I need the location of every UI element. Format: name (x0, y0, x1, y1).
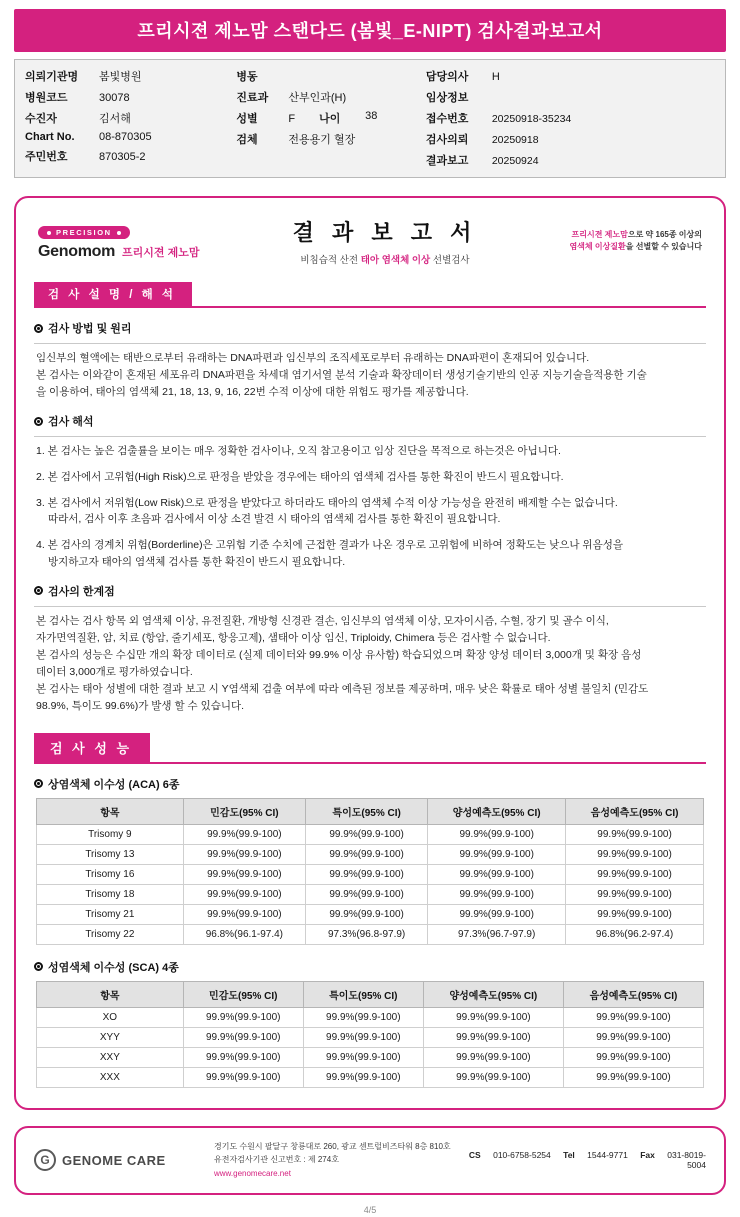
cell-item: Trisomy 22 (37, 924, 184, 944)
bullet-icon (34, 417, 43, 426)
patient-info-column-2 (236, 68, 425, 168)
cell-sensitivity: 99.9%(99.9-100) (183, 1007, 303, 1027)
cell-npv: 99.9%(99.9-100) (566, 884, 704, 904)
cell-item: Trisomy 13 (37, 844, 184, 864)
cell-item: Trisomy 21 (37, 904, 184, 924)
subtitle-highlight: 태아 염색체 이상 (360, 255, 431, 266)
page-title: 프리시젼 제노맘 스탠다드 (봄빛_E-NIPT) 검사결과보고서 (14, 9, 726, 52)
table-row (37, 1007, 704, 1027)
cell-ppv: 97.3%(96.7-97.9) (428, 924, 566, 944)
cell-sensitivity: 99.9%(99.9-100) (183, 904, 305, 924)
cs-value: 010-6758-5254 (493, 1150, 551, 1161)
cell-ppv: 99.9%(99.9-100) (423, 1007, 563, 1027)
field-value: 20250924 (491, 155, 539, 167)
item-line-2: 따라서, 검사 이후 초음파 검사에서 이상 소견 발견 시 태아의 염색체 검사를 통한 확진이 필요합니다. (48, 513, 501, 526)
fax-value: 031-8019-5004 (667, 1150, 706, 1171)
cell-sensitivity: 99.9%(99.9-100) (183, 844, 305, 864)
bullet-icon (34, 962, 43, 971)
limitation-line: 98.9%, 특이도 99.6%)가 발생 할 수 있습니다. (36, 699, 245, 712)
table-row (37, 864, 704, 884)
field-label: Chart No. (25, 131, 75, 143)
table-header-row (37, 981, 704, 1007)
field-label: 검사의뢰 (425, 134, 469, 146)
field-label: 담당의사 (425, 71, 469, 83)
field-value: F (288, 113, 296, 125)
subsection-label: 검사의 한계점 (48, 585, 115, 598)
field-label: 의뢰기관명 (25, 71, 79, 83)
info-row (25, 68, 236, 84)
item-line-1: 4. 본 검사의 경계치 위험(Borderline)은 고위험 기준 수치에 근접한 결과가 나온 경우로 고위험에 비하여 정확도는 낮으나 위음성을 (36, 539, 624, 552)
subsection-label: 성염색체 이수성 (SCA) 4종 (48, 961, 179, 974)
info-row (25, 148, 236, 164)
info-row (426, 152, 715, 168)
age-pair (295, 110, 377, 126)
limitation-line: 본 검사는 태아 성별에 대한 결과 보고 시 Y염색체 검출 여부에 따라 예측된 정보를 제공하며, 매우 낮은 확률로 태아 성별 불일치 (민감도 (36, 682, 649, 695)
field-label: 결과보고 (425, 155, 469, 167)
field-value: H (491, 71, 500, 83)
table-row (37, 884, 704, 904)
report-heading (248, 216, 522, 266)
column-header: 음성예측도(95% CI) (563, 981, 703, 1007)
field-label: 검체 (236, 134, 258, 146)
cell-item: Trisomy 9 (37, 824, 184, 844)
info-row (236, 131, 425, 147)
table-row (37, 844, 704, 864)
limitation-line: 자가면역질환, 암, 치료 (항암, 줄기세포, 항응고제), 샘태아 이상 임신, Triploidy, Chimera 등은 검사할 수 없습니다. (36, 631, 551, 644)
table-row (37, 924, 704, 944)
table-row (37, 1027, 704, 1047)
field-value: 산부인과(H) (288, 92, 347, 104)
cell-sensitivity: 99.9%(99.9-100) (183, 864, 305, 884)
cell-ppv: 99.9%(99.9-100) (428, 824, 566, 844)
cell-ppv: 99.9%(99.9-100) (428, 904, 566, 924)
cell-specificity: 99.9%(99.9-100) (303, 1067, 423, 1087)
performance-table-aca (36, 798, 704, 945)
column-header: 항목 (37, 981, 184, 1007)
cell-item: XYY (37, 1027, 184, 1047)
column-header: 민감도(95% CI) (183, 981, 303, 1007)
cell-ppv: 99.9%(99.9-100) (423, 1027, 563, 1047)
method-paragraph (36, 350, 704, 401)
limitation-line: 데이터 3,000개로 평가하였습니다. (36, 665, 193, 678)
precision-label: PRECISION (56, 228, 112, 237)
subsection-method-title (34, 320, 708, 336)
precision-badge (38, 226, 130, 239)
info-row (426, 68, 715, 84)
cell-ppv: 99.9%(99.9-100) (423, 1067, 563, 1087)
column-header: 민감도(95% CI) (183, 798, 305, 824)
info-row (25, 131, 236, 143)
cell-specificity: 99.9%(99.9-100) (306, 824, 428, 844)
subsection-label: 상염색체 이수성 (ACA) 6종 (48, 778, 180, 791)
info-row-sex-age (236, 110, 425, 126)
patient-info-box (14, 59, 726, 178)
info-row (426, 89, 715, 105)
report-card (14, 196, 726, 1110)
tagline-line-1 (522, 229, 702, 241)
cell-item: XO (37, 1007, 184, 1027)
cell-ppv: 99.9%(99.9-100) (428, 864, 566, 884)
subsection-label: 검사 방법 및 원리 (48, 323, 132, 335)
subsection-label: 검사 해석 (48, 416, 94, 428)
tagline-brand: 프리시젼 제노맘 (571, 230, 628, 239)
list-item (36, 469, 704, 486)
fax-label: Fax (640, 1150, 655, 1161)
cell-npv: 99.9%(99.9-100) (566, 864, 704, 884)
cell-npv: 99.9%(99.9-100) (563, 1007, 703, 1027)
company-logo (34, 1149, 214, 1171)
fax-contact (640, 1150, 706, 1170)
cell-npv: 99.9%(99.9-100) (563, 1047, 703, 1067)
cell-npv: 99.9%(99.9-100) (566, 904, 704, 924)
cs-contact (469, 1150, 553, 1160)
info-row (25, 110, 236, 126)
field-label: 주민번호 (25, 151, 68, 163)
cell-sensitivity: 99.9%(99.9-100) (183, 1027, 303, 1047)
field-value: 20250918-35234 (491, 113, 572, 125)
cell-sensitivity: 99.9%(99.9-100) (183, 824, 305, 844)
tagline-text-2: 을 선별할 수 있습니다 (625, 242, 702, 251)
field-value: 08-870305 (99, 131, 152, 143)
cell-item: XXY (37, 1047, 184, 1067)
brand-tagline (522, 229, 702, 253)
cell-item: Trisomy 18 (37, 884, 184, 904)
method-line-3: 을 이용하여, 태아의 염색체 21, 18, 13, 9, 16, 22번 수적 이상에 대한 위험도 평가를 제공합니다. (36, 386, 469, 398)
tel-label: Tel (563, 1150, 575, 1161)
section-title: 검 사 설 명 / 해 석 (34, 282, 192, 306)
field-label: 나이 (319, 113, 341, 125)
dot-icon (47, 231, 51, 235)
report-page (0, 9, 740, 1217)
column-header: 양성예측도(95% CI) (428, 798, 566, 824)
field-label: 진료과 (236, 92, 269, 104)
list-item (36, 443, 704, 460)
cell-item: Trisomy 16 (37, 864, 184, 884)
patient-info-column-3 (426, 68, 715, 168)
cell-sensitivity: 96.8%(96.1-97.4) (183, 924, 305, 944)
field-label: 성별 (236, 113, 258, 125)
bullet-icon (34, 779, 43, 788)
divider (34, 436, 706, 437)
field-value: 봄빛병원 (99, 71, 142, 83)
list-item (36, 537, 704, 571)
cell-npv: 99.9%(99.9-100) (563, 1027, 703, 1047)
cell-specificity: 99.9%(99.9-100) (306, 904, 428, 924)
column-header: 특이도(95% CI) (303, 981, 423, 1007)
info-row (236, 89, 425, 105)
bullet-icon (34, 324, 43, 333)
list-item (36, 495, 704, 529)
subtitle-post: 선별검사 (430, 255, 470, 266)
address-line-1: 경기도 수원시 팔달구 창룡대로 260, 광교 센트럴비즈타워 8층 810호 (214, 1141, 451, 1151)
field-value: 38 (365, 110, 378, 122)
interpretation-list (36, 443, 704, 571)
field-label: 임상정보 (425, 92, 469, 104)
brand-logo (38, 222, 248, 261)
limitation-line: 본 검사의 성능은 수십만 개의 확장 데이터로 (실제 데이터와 99.9% 이상 유사함) 학습되었으며 확장 양성 데이터 3,000개 및 확장 음성 (36, 648, 642, 661)
cell-npv: 99.9%(99.9-100) (566, 824, 704, 844)
cell-specificity: 99.9%(99.9-100) (303, 1027, 423, 1047)
cs-label: CS (468, 1150, 481, 1161)
table-header-row (37, 798, 704, 824)
cell-specificity: 99.9%(99.9-100) (306, 884, 428, 904)
dot-icon (117, 231, 121, 235)
table-aca-title (34, 776, 708, 792)
method-line-2: 본 검사는 이와같이 혼재된 세포유리 DNA파편을 차세대 염기서열 분석 기술과 확장데이터 생성기술기반의 인공 지능기술을적용한 기술 (36, 369, 647, 381)
column-header: 특이도(95% CI) (306, 798, 428, 824)
table-row (37, 904, 704, 924)
tagline-line-2 (522, 241, 702, 253)
section-performance-header (34, 733, 706, 764)
method-line-1: 임신부의 혈액에는 태반으로부터 유래하는 DNA파편과 임신부의 조직세포로부터 유래하는 DNA파편이 혼재되어 있습니다. (36, 352, 590, 364)
field-label: 접수번호 (425, 113, 469, 125)
genome-care-mark-icon: G (34, 1149, 56, 1171)
tel-value: 1544-9771 (587, 1150, 628, 1161)
cell-specificity: 99.9%(99.9-100) (303, 1007, 423, 1027)
cell-sensitivity: 99.9%(99.9-100) (183, 1047, 303, 1067)
info-row (25, 89, 236, 105)
brand-name-kr: 프리시젼 제노맘 (122, 246, 200, 259)
field-value: 전용용기 혈장 (288, 134, 356, 146)
report-subtitle (248, 252, 522, 266)
divider (34, 606, 706, 607)
bullet-icon (34, 586, 43, 595)
table-row (37, 1047, 704, 1067)
field-value: 30078 (99, 92, 130, 104)
address-line-2: 유전자검사기관 신고번호 : 제 274호 (214, 1155, 339, 1165)
performance-table-sca (36, 981, 704, 1088)
info-row (426, 110, 715, 126)
tagline-highlight: 염색체 이상질환 (569, 242, 626, 251)
item-line-1: 3. 본 검사에서 저위험(Low Risk)으로 판정을 받았다고 하더라도 태아의 염색체 수적 이상 가능성을 완전히 배제할 수는 없습니다. (36, 496, 618, 509)
website-link[interactable]: www.genomecare.net (214, 1168, 291, 1178)
divider (34, 343, 706, 344)
cell-ppv: 99.9%(99.9-100) (428, 844, 566, 864)
info-row (236, 68, 425, 84)
section-title: 검 사 성 능 (34, 733, 150, 762)
cell-specificity: 99.9%(99.9-100) (306, 844, 428, 864)
field-label: 병원코드 (25, 92, 68, 104)
column-header: 음성예측도(95% CI) (566, 798, 704, 824)
cell-sensitivity: 99.9%(99.9-100) (183, 1067, 303, 1087)
report-title: 결 과 보 고 서 (292, 220, 478, 245)
field-value: 20250918 (491, 134, 539, 146)
column-header: 항목 (37, 798, 184, 824)
table-row (37, 824, 704, 844)
cell-specificity: 99.9%(99.9-100) (306, 864, 428, 884)
item-line-2: 방지하고자 태아의 염색체 검사를 통한 확진이 반드시 필요합니다. (48, 555, 346, 568)
table-sca-title (34, 959, 708, 975)
brand-name-line (38, 243, 248, 261)
cell-item: XXX (37, 1067, 184, 1087)
item-line-1: 1. 본 검사는 높은 검출률을 보이는 매우 정확한 검사이나, 오직 참고용이고 임상 진단을 목적으로 하는것은 아닙니다. (36, 445, 561, 457)
tel-contact (563, 1150, 630, 1160)
cell-npv: 99.9%(99.9-100) (563, 1067, 703, 1087)
contact-info (456, 1150, 706, 1170)
field-label: 병동 (236, 71, 258, 83)
page-number: 4/5 (363, 1204, 377, 1215)
item-line-1: 2. 본 검사에서 고위험(High Risk)으로 판정을 받았을 경우에는 태아의 염색체 검사를 통한 확진이 반드시 필요합니다. (36, 470, 564, 483)
company-name: GENOME CARE (62, 1152, 166, 1168)
company-address (214, 1140, 456, 1181)
section-description-header (34, 282, 706, 308)
brand-header (32, 212, 708, 276)
cell-ppv: 99.9%(99.9-100) (423, 1047, 563, 1067)
subsection-limitations-title (34, 583, 708, 599)
column-header: 양성예측도(95% CI) (423, 981, 563, 1007)
cell-specificity: 97.3%(96.8-97.9) (306, 924, 428, 944)
limitation-line: 본 검사는 검사 항목 외 염색체 이상, 유전질환, 개방형 신경관 결손, 임신부의 염색체 이상, 모자이시즘, 수혈, 장기 및 골수 이식, (36, 614, 609, 627)
cell-specificity: 99.9%(99.9-100) (303, 1047, 423, 1067)
field-value: 김서해 (99, 113, 131, 125)
subtitle-pre: 비침습적 산전 (300, 255, 361, 266)
field-value: 870305-2 (99, 151, 146, 163)
cell-npv: 99.9%(99.9-100) (566, 844, 704, 864)
cell-sensitivity: 99.9%(99.9-100) (183, 884, 305, 904)
limitations-paragraph (36, 613, 704, 715)
field-label: 수진자 (25, 113, 57, 125)
table-row (37, 1067, 704, 1087)
patient-info-column-1 (25, 68, 236, 168)
cell-ppv: 99.9%(99.9-100) (428, 884, 566, 904)
cell-npv: 96.8%(96.2-97.4) (566, 924, 704, 944)
tagline-text-1: 으로 약 165종 이상의 (627, 230, 702, 239)
info-row (426, 131, 715, 147)
footer-card (14, 1126, 726, 1195)
brand-name-en: Genomom (38, 242, 116, 260)
subsection-interpretation-title (34, 413, 708, 429)
